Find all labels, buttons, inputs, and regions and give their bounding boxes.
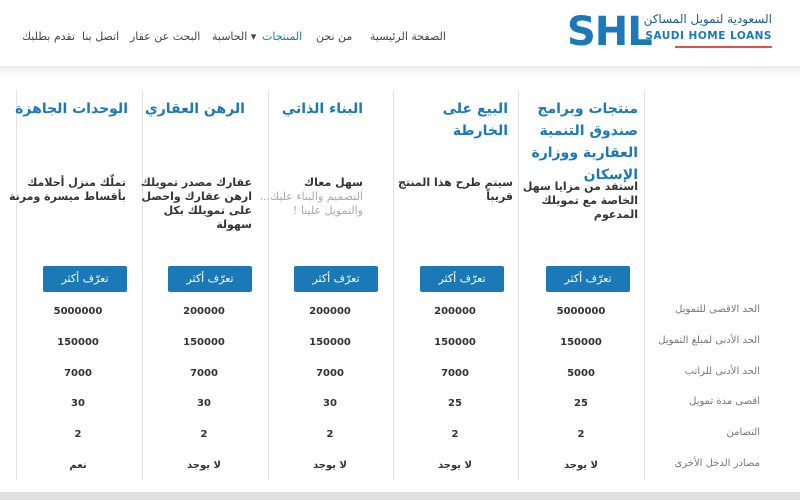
value-cell: 150000: [183, 337, 225, 348]
logo-english-text: SAUDI HOME LOANS: [645, 30, 772, 42]
column-divider: [393, 90, 394, 480]
product-title: البناء الذاتي: [281, 101, 363, 117]
learn-more-button[interactable]: تعرّف أكثر: [546, 266, 630, 292]
nav-about[interactable]: من نحن: [316, 30, 353, 43]
value-cell: 150000: [560, 337, 602, 348]
value-cell: 150000: [57, 337, 99, 348]
value-cell: 200000: [183, 306, 225, 317]
product-description: [520, 180, 638, 222]
value-cell: 7000: [190, 368, 218, 379]
value-cell: 5000000: [53, 306, 103, 317]
product-description-text: عقارك مصدر تمويلك ارهن عقارك واحصل على تمويلك بكل سهولة: [140, 176, 252, 231]
nav-home[interactable]: الصفحة الرئيسية: [370, 30, 446, 43]
value-cell: 7000: [316, 368, 344, 379]
product-description-text: سيتم طرح هذا المنتج قريباً: [398, 176, 513, 203]
nav-contact[interactable]: اتصل بنا: [82, 30, 120, 43]
value-cell: 2: [200, 429, 208, 440]
site-header: [0, 0, 800, 67]
column-divider: [268, 90, 269, 480]
value-cell: 7000: [441, 368, 469, 379]
column-divider: [518, 90, 519, 480]
value-cell: 200000: [434, 306, 476, 317]
value-cell: 30: [71, 398, 85, 409]
learn-more-button[interactable]: تعرّف أكثر: [294, 266, 378, 292]
product-title: البيع على الخارطة: [442, 101, 508, 139]
value-cell: 25: [574, 398, 588, 409]
product-description: [245, 176, 363, 218]
value-cell: 25: [448, 398, 462, 409]
chevron-down-icon: ▾: [247, 30, 257, 43]
shl-logo[interactable]: [567, 10, 772, 58]
value-cell: 200000: [309, 306, 351, 317]
product-description-text: تملّك منزل أحلامك بأقساط ميسرة ومرنة: [9, 176, 126, 203]
value-cell: 150000: [434, 337, 476, 348]
nav-calculator[interactable]: [212, 30, 256, 43]
logo-underline: [675, 46, 772, 48]
product-description: [134, 176, 252, 232]
column-divider: [142, 90, 143, 480]
row-label-solidarity: التضامن: [726, 427, 760, 438]
product-title: منتجات وبرامج صندوق التنمية العقارية ووزارة الإسكان: [531, 101, 638, 183]
row-label-min-financing: الحد الأدنى لمبلغ التمويل: [658, 335, 760, 346]
value-cell: 5000: [567, 368, 595, 379]
value-cell: لا يوجد: [564, 460, 598, 471]
horizontal-scrollbar[interactable]: [0, 492, 800, 500]
row-label-other-income: مصادر الدخل الأخرى: [674, 458, 760, 469]
value-cell: 150000: [309, 337, 351, 348]
product-description-faded: التصميم والبناء عليك... والتمويل علينا !: [259, 190, 363, 217]
value-cell: 2: [74, 429, 82, 440]
value-cell: 5000000: [556, 306, 606, 317]
learn-more-button[interactable]: تعرّف أكثر: [43, 266, 127, 292]
row-label-max-financing: الحد الاقصى للتمويل: [675, 304, 760, 315]
nav-search-property[interactable]: البحث عن عقار: [130, 30, 201, 43]
value-cell: 2: [326, 429, 334, 440]
nav-products[interactable]: المنتجات: [262, 30, 303, 43]
value-cell: لا يوجد: [438, 460, 472, 471]
product-title: الوحدات الجاهزة: [15, 101, 128, 117]
row-label-min-salary: الحد الأدنى للراتب: [684, 366, 760, 377]
logo-arabic-text: السعودية لتمويل المساكن: [643, 12, 772, 26]
value-cell: 7000: [64, 368, 92, 379]
learn-more-button[interactable]: تعرّف أكثر: [420, 266, 504, 292]
product-description-text: استفد من مزايا سهل الخاصة مع تمويلك المدعوم: [522, 180, 638, 221]
product-description: [8, 176, 126, 204]
nav-apply[interactable]: تقدم بطلبك: [22, 30, 76, 43]
value-cell: 2: [451, 429, 459, 440]
value-cell: 30: [197, 398, 211, 409]
column-divider: [644, 90, 645, 480]
value-cell: لا يوجد: [187, 460, 221, 471]
product-title: الرهن العقاري: [144, 101, 245, 117]
product-description: [395, 176, 513, 204]
value-cell: 30: [323, 398, 337, 409]
column-divider: [16, 90, 17, 480]
logo-mark: SHL: [567, 9, 652, 55]
nav-calculator-label: الحاسبة: [212, 30, 248, 43]
value-cell: نعم: [69, 460, 87, 471]
row-label-max-term: اقصى مدة تمويل: [689, 396, 760, 407]
product-description-text: سهل معاك: [304, 176, 363, 189]
header-shadow: [0, 66, 800, 76]
learn-more-button[interactable]: تعرّف أكثر: [168, 266, 252, 292]
value-cell: 2: [577, 429, 585, 440]
value-cell: لا يوجد: [313, 460, 347, 471]
